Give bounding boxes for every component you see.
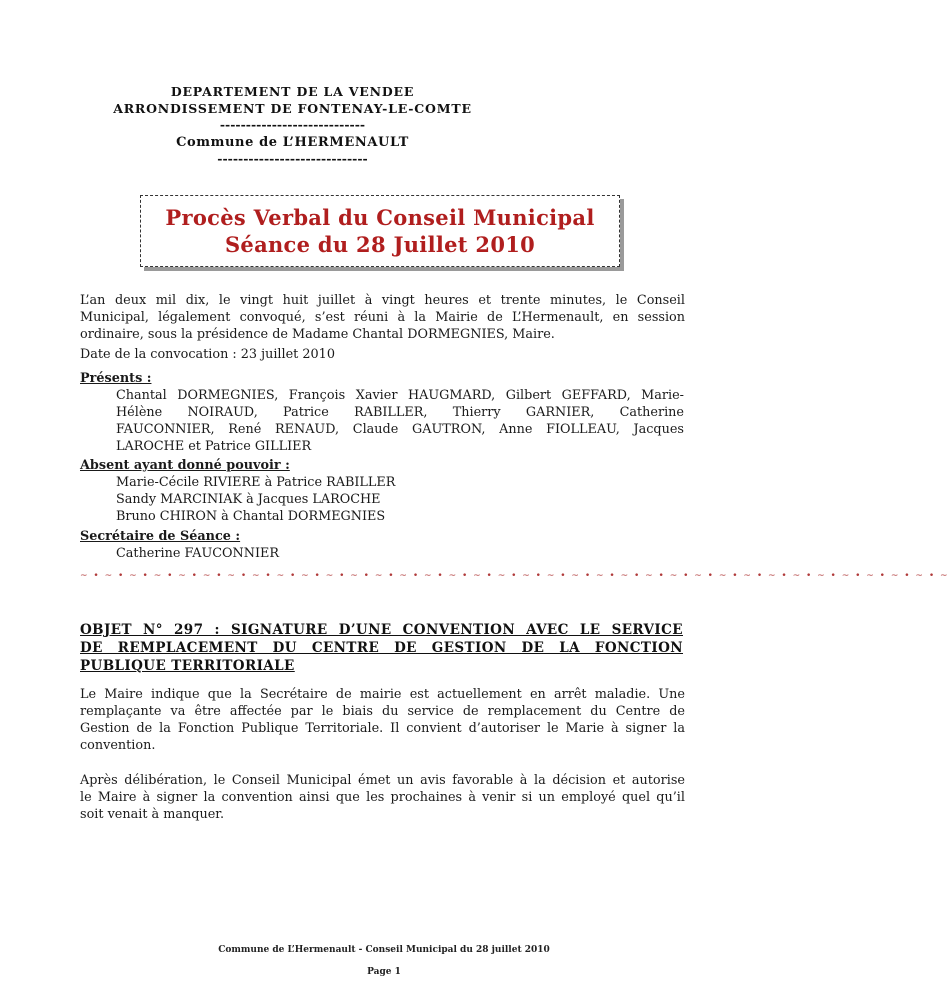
document-title: Procès Verbal du Conseil Municipal (165, 205, 595, 230)
intro-line: ordinaire, sous la présidence de Madame Chantal DORMEGNIES, Maire. (80, 327, 555, 342)
session-date-title: Séance du 28 Juillet 2010 (224, 232, 536, 257)
presents-line: FAUCONNIER, René RENAUD, Claude GAUTRON, Anne FIOLLEAU, Jacques (116, 422, 684, 437)
intro-line: Municipal, légalement convoqué, s’est réuni à la Mairie de L’Hermenault, en session (80, 310, 685, 325)
commune-heading: Commune de L’HERMENAULT (176, 135, 409, 150)
title-box (140, 195, 620, 267)
page-number: Page 1 (367, 967, 401, 977)
objet-line: DE REMPLACEMENT DU CENTRE DE GESTION DE LA FONCTION (80, 640, 683, 656)
secretaire-label: Secrétaire de Séance : (80, 529, 241, 544)
intro-line: L’an deux mil dix, le vingt huit juillet à vingt heures et trente minutes, le Conseil (80, 293, 685, 308)
objet-line: OBJET N° 297 : SIGNATURE D’UNE CONVENTION AVEC LE SERVICE (80, 622, 683, 638)
paragraph-line: soit venait à manquer. (80, 807, 225, 822)
list-item: Marie-Cécile RIVIERE à Patrice RABILLER (116, 475, 396, 490)
list-item: Bruno CHIRON à Chantal DORMEGNIES (116, 509, 386, 524)
convocation-date: Date de la convocation : 23 juillet 2010 (80, 347, 335, 362)
intro-paragraph (80, 292, 685, 343)
paragraph-line: remplaçante va être affectée par le biais du service de remplacement du Centre de (80, 704, 685, 719)
presents-list (116, 387, 684, 455)
list-item: Sandy MARCINIAK à Jacques LAROCHE (116, 492, 381, 507)
paragraph-line: Gestion de la Fonction Publique Territoriale. Il convient d’autoriser le Marie à signer la (80, 721, 685, 736)
absents-label: Absent ayant donné pouvoir : (80, 458, 290, 473)
objet-line: PUBLIQUE TERRITORIALE (80, 658, 295, 674)
presents-line: Chantal DORMEGNIES, François Xavier HAUGMARD, Gilbert GEFFARD, Marie- (116, 388, 684, 403)
objet-heading (80, 621, 683, 675)
footer-title: Commune de L’Hermenault - Conseil Municipal du 28 juillet 2010 (218, 945, 550, 955)
paragraph-line: Après délibération, le Conseil Municipal émet un avis favorable à la décision et autorise (80, 773, 685, 788)
absents-list (116, 474, 676, 525)
paragraph-line: le Maire à signer la convention ainsi que les prochaines à venir si un employé quel qu’il (80, 790, 685, 805)
presents-label: Présents : (80, 371, 152, 386)
paragraph-line: convention. (80, 738, 156, 753)
presents-line: Hélène NOIRAUD, Patrice RABILLER, Thierry GARNIER, Catherine (116, 405, 684, 420)
header-divider-top: ---------------------------- (219, 117, 366, 132)
secretaire-name: Catherine FAUCONNIER (116, 546, 279, 561)
objet-description-paragraph (80, 686, 685, 754)
arrondissement-heading: ARRONDISSEMENT DE FONTENAY-LE-COMTE (113, 101, 472, 116)
paragraph-line: Le Maire indique que la Secrétaire de mairie est actuellement en arrêt maladie. Une (80, 687, 685, 702)
deliberation-paragraph (80, 772, 685, 823)
department-heading: DEPARTEMENT DE LA VENDEE (170, 84, 415, 99)
presents-line: LAROCHE et Patrice GILLIER (116, 439, 312, 454)
header-divider-bottom: ----------------------------- (217, 151, 368, 166)
decorative-separator: ~ • ~ • ~ • ~ • ~ • ~ • ~ • ~ • ~ • ~ • ~ • ~ • ~ • ~ • ~ • ~ • ~ • ~ • ~ • ~ • ~ • ~ • ~ • ~ • ~ • ~ • ~ • ~ • ~ • ~ • ~ • ~ • ~ • ~ • ~ • ~ (80, 571, 949, 581)
